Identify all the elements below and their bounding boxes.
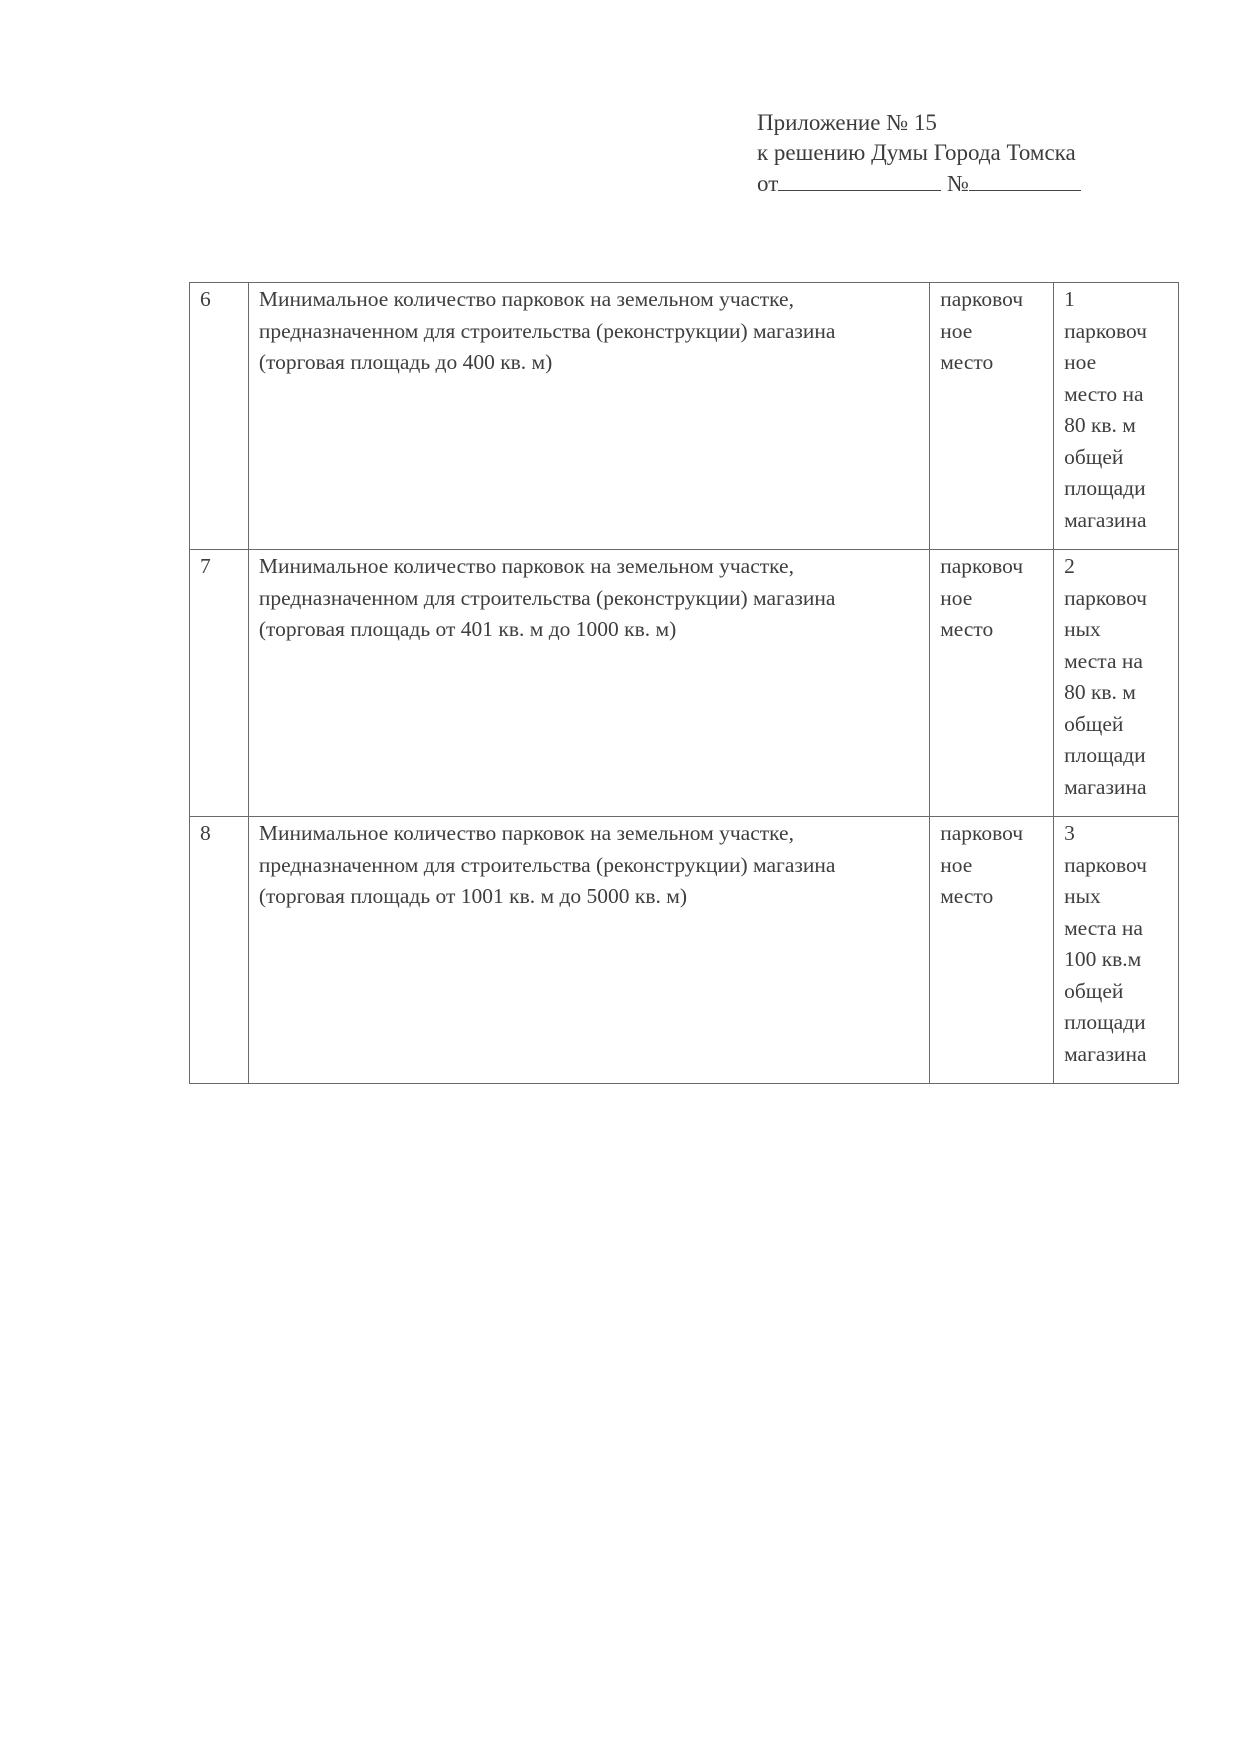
value-line: магазина (1064, 1041, 1147, 1066)
date-number-line (757, 168, 1081, 199)
value-line: парковоч (1064, 852, 1147, 877)
row-unit (930, 817, 1054, 1084)
unit-line: парковоч (940, 821, 1024, 845)
unit-line: ное (940, 585, 973, 610)
row-number: 7 (190, 550, 249, 817)
value-line: парковоч (1064, 585, 1147, 610)
value-line: место на (1064, 381, 1144, 406)
row-value (1054, 817, 1179, 1084)
value-line: площади (1064, 743, 1146, 767)
unit-line: ное (940, 318, 973, 343)
value-line: общей (1064, 978, 1124, 1003)
value-line: 1 (1064, 287, 1075, 311)
value-line: ных (1064, 617, 1101, 641)
value-line: магазина (1064, 507, 1147, 532)
appendix-header (757, 108, 1081, 199)
date-blank (778, 168, 941, 191)
appendix-title: Приложение № 15 (757, 110, 937, 135)
table-row (190, 550, 1179, 817)
value-line: 100 кв.м (1064, 947, 1142, 971)
value-line: общей (1064, 711, 1124, 736)
table-row (190, 283, 1179, 550)
row-unit (930, 550, 1054, 817)
table-row (190, 817, 1179, 1084)
value-line: магазина (1064, 774, 1147, 799)
value-line: 80 кв. м (1064, 680, 1136, 704)
row-value (1054, 283, 1179, 550)
value-line: общей (1064, 444, 1124, 469)
value-line: места на (1064, 648, 1143, 673)
number-label: № (947, 171, 969, 196)
parking-norms-table (189, 282, 1179, 1084)
unit-line: место (940, 350, 994, 374)
value-line: 2 (1064, 554, 1075, 578)
row-unit (930, 283, 1054, 550)
row-value (1054, 550, 1179, 817)
row-description: Минимальное количество парковок на земельном участке, предназначенном для строительства (реконструкции) магазина (торговая площадь от 1001 кв. м до 5000 кв. м) (248, 817, 929, 1084)
value-line: площади (1064, 1010, 1146, 1034)
row-number: 6 (190, 283, 249, 550)
row-description: Минимальное количество парковок на земельном участке, предназначенном для строительства (реконструкции) магазина (торговая площадь до 400 кв. м) (248, 283, 929, 550)
value-line: ное (1064, 350, 1097, 374)
value-line: места на (1064, 915, 1143, 940)
unit-line: парковоч (940, 287, 1024, 311)
decision-reference: к решению Думы Города Томска (757, 140, 1076, 165)
value-line: площади (1064, 476, 1146, 500)
row-description: Минимальное количество парковок на земельном участке, предназначенном для строительства (реконструкции) магазина (торговая площадь от 401 кв. м до 1000 кв. м) (248, 550, 929, 817)
unit-line: ное (940, 852, 973, 877)
number-blank (969, 168, 1081, 191)
from-label: от (757, 171, 779, 196)
unit-line: парковоч (940, 554, 1024, 578)
unit-line: место (940, 884, 994, 908)
value-line: 80 кв. м (1064, 413, 1136, 437)
value-line: ных (1064, 884, 1101, 908)
value-line: 3 (1064, 821, 1075, 845)
unit-line: место (940, 617, 994, 641)
value-line: парковоч (1064, 318, 1147, 343)
row-number: 8 (190, 817, 249, 1084)
